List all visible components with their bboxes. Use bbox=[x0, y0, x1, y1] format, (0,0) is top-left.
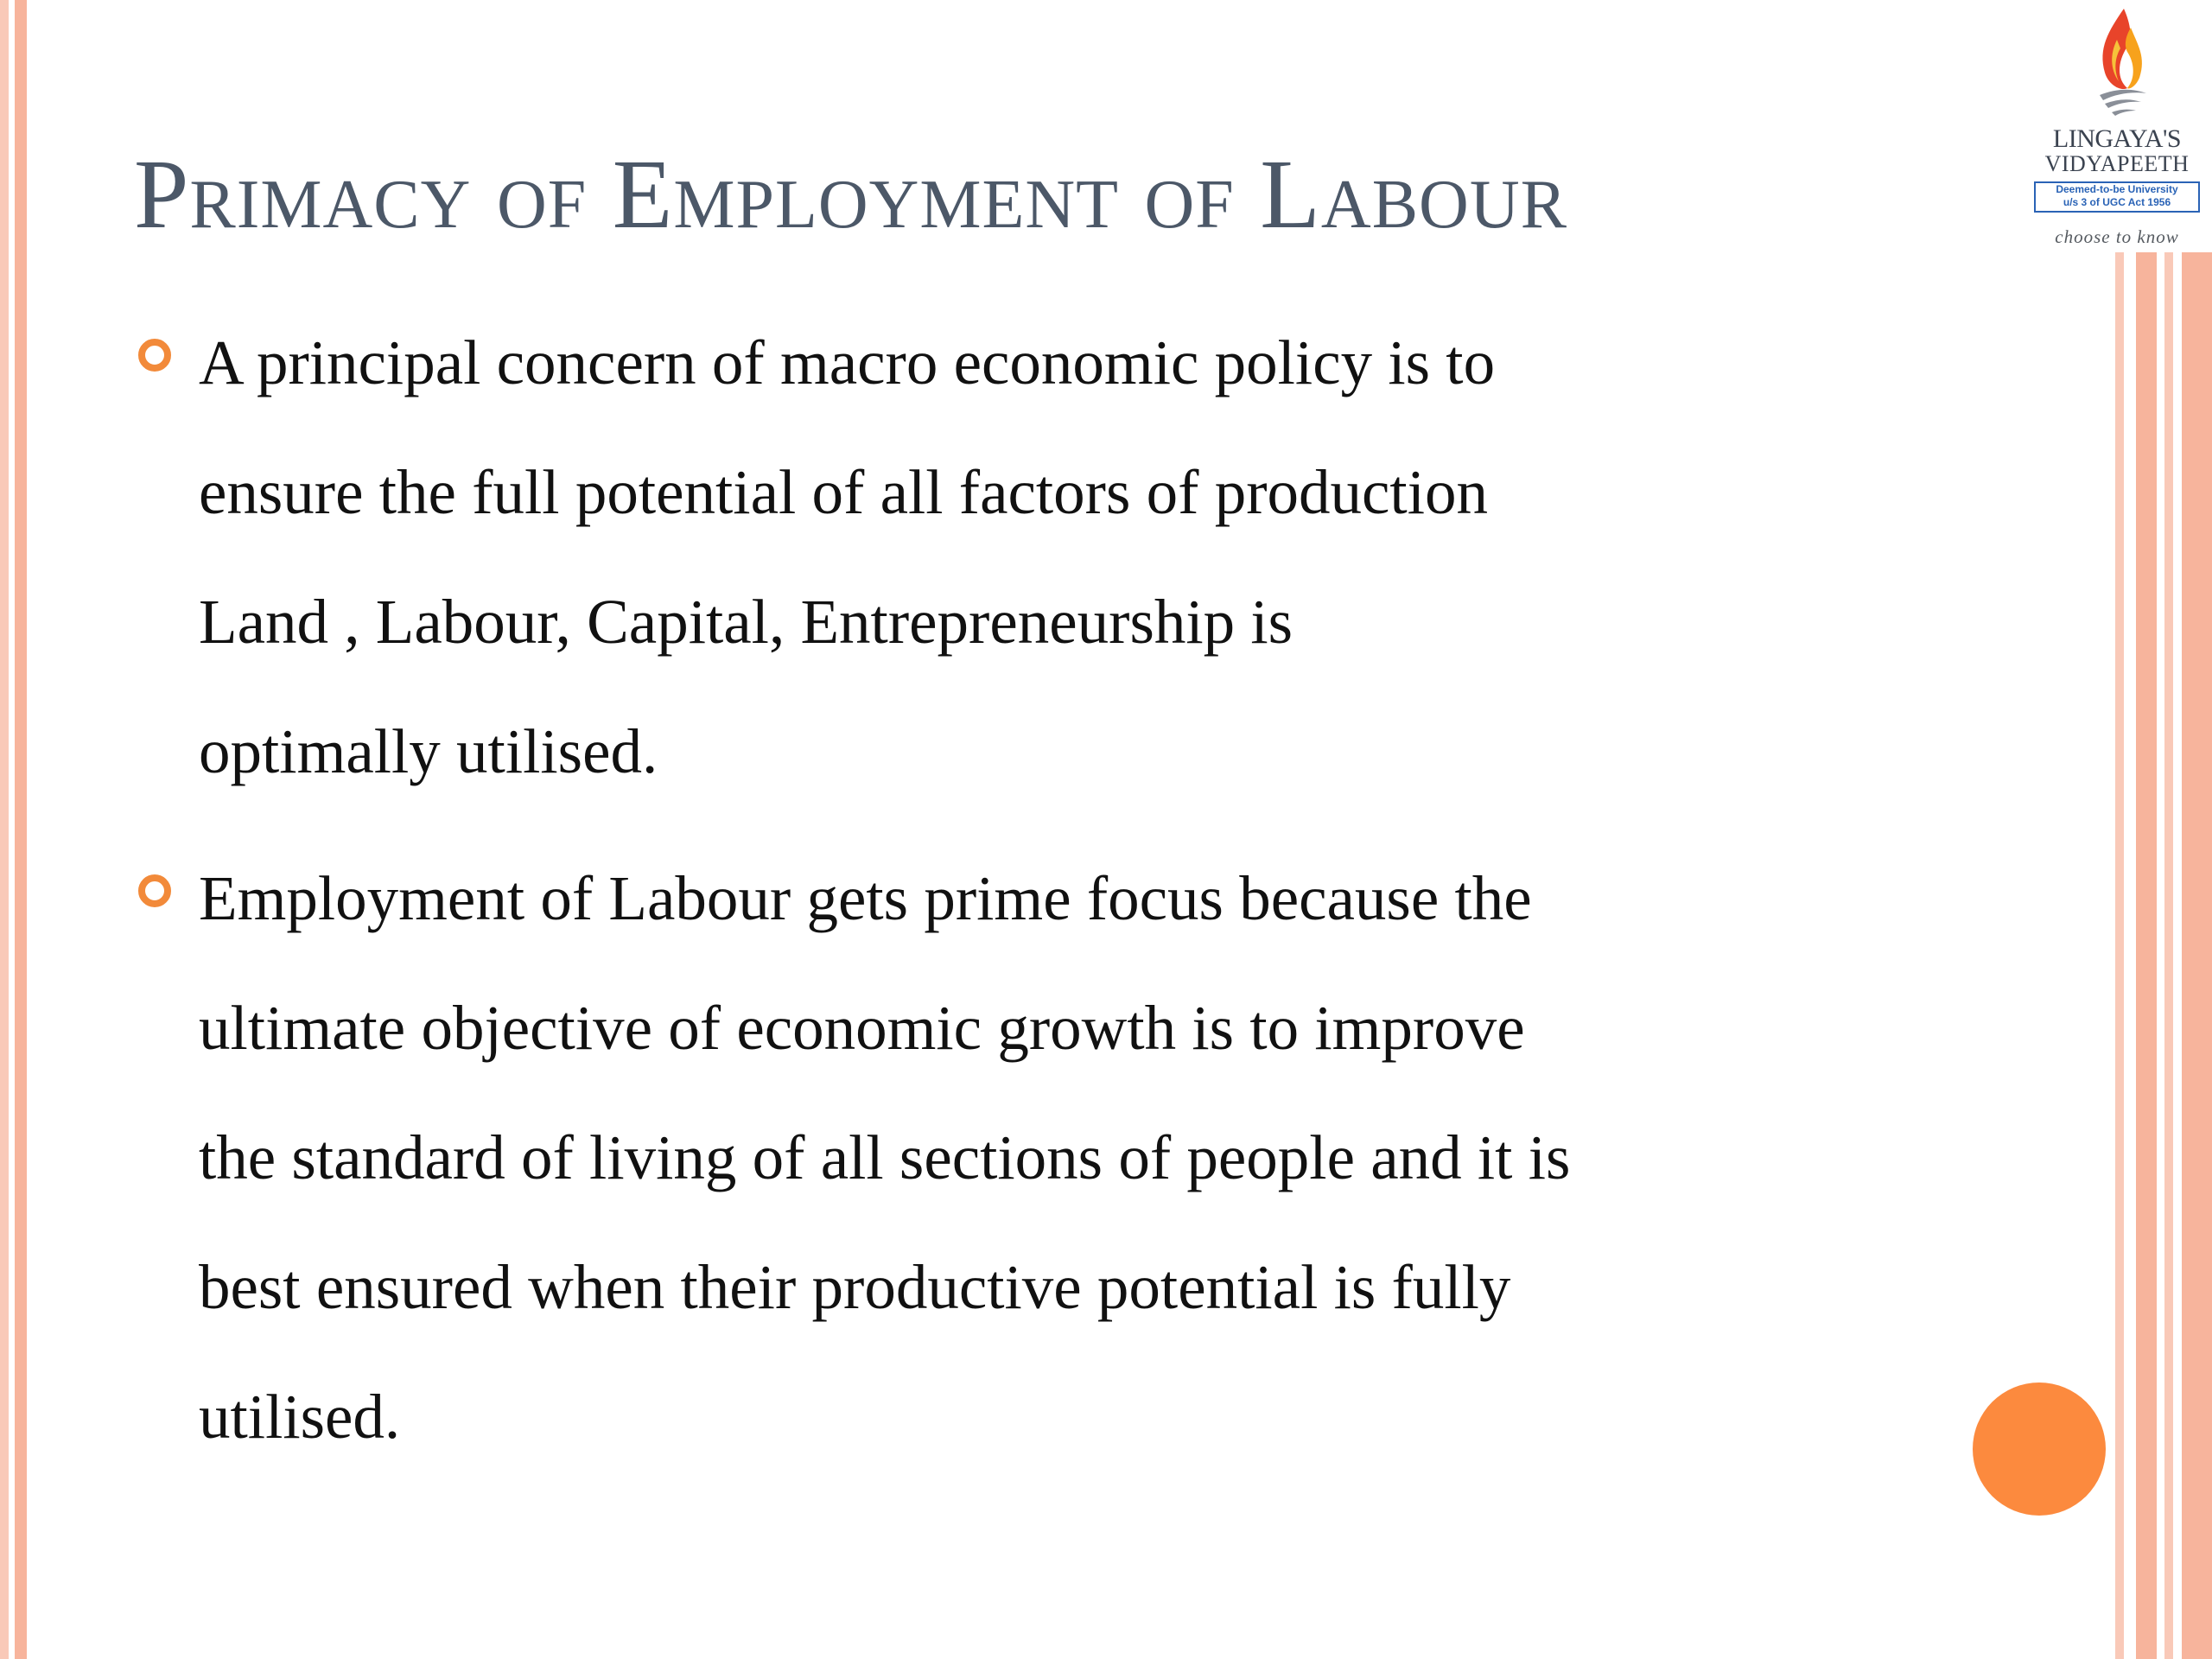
decorative-orange-circle bbox=[1973, 1382, 2106, 1516]
slide-title: Primacy of Employment of Labour bbox=[134, 139, 1567, 249]
bullet-text-line: Land , Labour, Capital, Entrepreneurship is bbox=[199, 587, 1294, 657]
right-decorative-stripe bbox=[2182, 252, 2212, 1659]
left-decorative-stripe bbox=[15, 0, 27, 1659]
logo-tagline: choose to know bbox=[2055, 226, 2179, 247]
bullet-list bbox=[138, 298, 2074, 1499]
logo-sub-text: VIDYAPEETH bbox=[2044, 151, 2190, 176]
bullet-text-line: ensure the full potential of all factors of production bbox=[199, 457, 1488, 527]
bullet-text-line: Employment of Labour gets prime focus because the bbox=[199, 863, 1532, 933]
left-decorative-stripe bbox=[0, 0, 9, 1659]
logo-badge-line: Deemed-to-be University bbox=[2056, 183, 2178, 195]
right-decorative-stripe bbox=[2136, 252, 2157, 1659]
flame-icon bbox=[2082, 5, 2160, 126]
logo-badge-line: u/s 3 of UGC Act 1956 bbox=[2063, 196, 2171, 208]
bullet-ring-icon bbox=[138, 874, 171, 907]
logo-badge bbox=[2034, 181, 2200, 213]
bullet-text-line: the standard of living of all sections of people and it is bbox=[199, 1122, 1571, 1192]
bullet-text-line: ultimate objective of economic growth is to improve bbox=[199, 993, 1525, 1063]
university-logo bbox=[2022, 0, 2212, 252]
bullet-text-line: optimally utilised. bbox=[199, 716, 658, 786]
right-decorative-stripe bbox=[2164, 252, 2173, 1659]
bullet-text-line: best ensured when their productive potential is fully bbox=[199, 1252, 1511, 1322]
logo-name-text: LINGAYA'S bbox=[2052, 124, 2182, 153]
bullet-item bbox=[138, 834, 2074, 1482]
bullet-item bbox=[138, 298, 2074, 817]
right-decorative-stripe bbox=[2115, 252, 2124, 1659]
bullet-text-line: utilised. bbox=[199, 1382, 401, 1452]
bullet-ring-icon bbox=[138, 339, 171, 372]
bullet-text-line: A principal concern of macro economic policy is to bbox=[199, 327, 1496, 397]
